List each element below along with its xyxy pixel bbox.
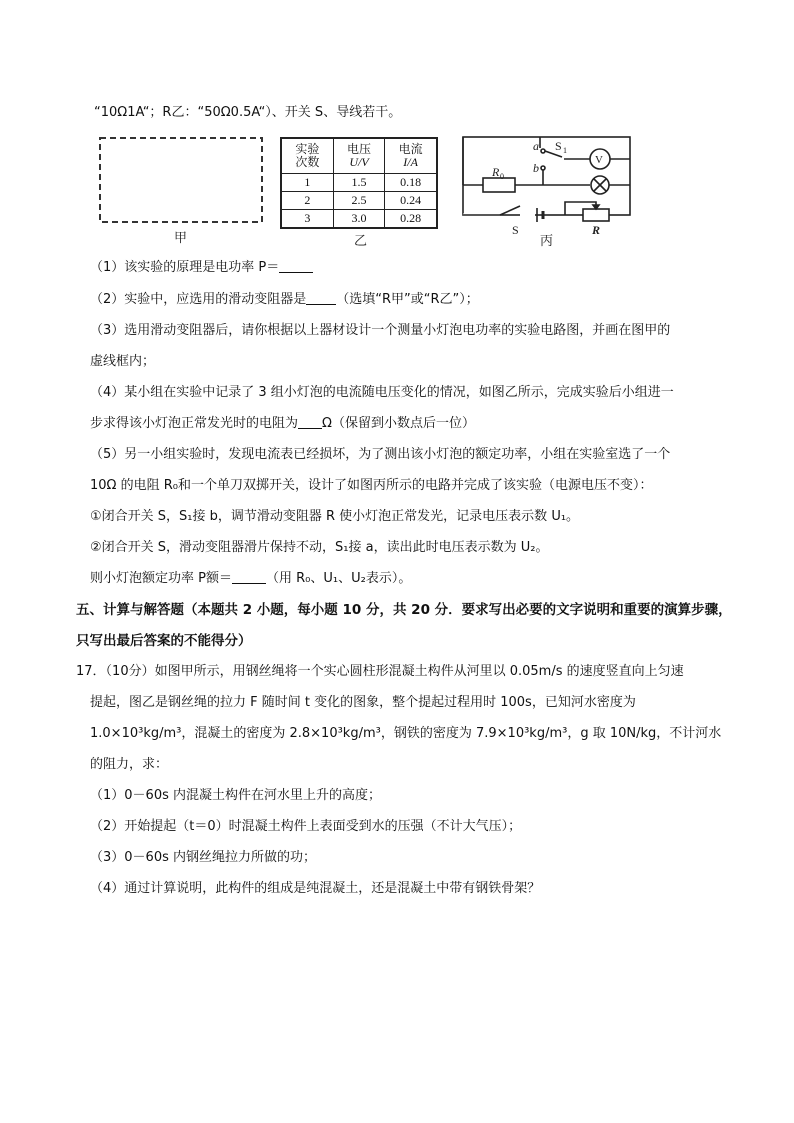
question-4-line2: 步求得该小灯泡正常发光时的电阻为 Ω（保留到小数点后一位） [90, 416, 475, 431]
data-table [280, 137, 438, 229]
node-b-terminal [541, 166, 545, 170]
caption-yi: 乙 [354, 234, 368, 249]
label-a: a [533, 139, 539, 153]
label-s1: S [555, 139, 562, 153]
question-5-step1: ①闭合开关 S，S₁接 b，调节滑动变阻器 R 使小灯泡正常发光，记录电压表示数 U₁。 [90, 509, 580, 524]
answer-blank[interactable] [306, 290, 336, 305]
caption-jia: 甲 [174, 231, 188, 246]
q17-sub4: （4）通过计算说明，此构件的组成是纯混凝土，还是混凝土中带有钢铁骨架？ [90, 881, 541, 896]
label-b: b [533, 161, 539, 175]
table-header-trial: 实验 次数 [281, 138, 333, 174]
question-2: （2）实验中，应选用的滑动变阻器是 （选填“R甲”或“R乙”）； [90, 292, 479, 307]
node-a-terminal [541, 149, 545, 153]
label-r0-sub: 0 [500, 172, 504, 181]
label-v: V [595, 154, 603, 166]
label-rheostat: R [592, 223, 601, 237]
question-4-line1: （4）某小组在实验中记录了 3 组小灯泡的电流随电压变化的情况，如图乙所示，完成实验后小组进一 [90, 385, 674, 400]
label-s: S [512, 223, 519, 237]
caption-bing: 丙 [540, 234, 554, 249]
question-5-line2: 10Ω 的电阻 R₀和一个单刀双掷开关，设计了如图丙所示的电路并完成了该实验（电源电压不变）： [90, 478, 653, 493]
q17-sub2: （2）开始提起（t＝0）时混凝土构件上表面受到水的压强（不计大气压）； [90, 819, 522, 834]
rheostat-symbol [583, 209, 609, 221]
question-1: （1）该实验的原理是电功率 P＝ [90, 258, 313, 278]
question-5-step2: ②闭合开关 S，滑动变阻器滑片保持不动，S₁接 a，读出此时电压表示数为 U₂。 [90, 540, 549, 555]
table-header-current: 电流 I/A [385, 138, 437, 174]
resistor-r0-symbol [483, 178, 515, 192]
q17-sub3: （3）0－60s 内钢丝绳拉力所做的功； [90, 850, 316, 865]
label-r0: R [492, 165, 500, 179]
q17-sub1: （1）0－60s 内混凝土构件在河水里上升的高度； [90, 788, 381, 803]
question-3-line1: （3）选用滑动变阻器后，请你根据以上器材设计一个测量小灯泡电功率的实验电路图，并画在图甲的 [90, 323, 671, 338]
answer-blank[interactable] [298, 414, 322, 429]
section5-title-line2: 只写出最后答案的不能得分） [76, 633, 252, 649]
question-3-line2: 虚线框内； [90, 354, 156, 369]
circuit-frame [463, 137, 630, 215]
header-line: “10Ω1A“；R乙：“50Ω0.5A“）、开关 S、导线若干。 [94, 105, 402, 120]
table-row: 1 1.5 0.18 [281, 174, 437, 192]
answer-blank[interactable] [232, 569, 266, 584]
table-header-voltage: 电压 U/V [333, 138, 384, 174]
table-row: 3 3.0 0.28 [281, 210, 437, 229]
circuit-diagram [463, 137, 630, 222]
q17-line4: 的阻力，求： [90, 757, 169, 772]
table-row: 2 2.5 0.24 [281, 192, 437, 210]
section5-title-line1: 五、计算与解答题（本题共 2 小题，每小题 10 分，共 20 分．要求写出必要的文字说明和重要的演算步骤， [76, 602, 732, 618]
jia-dashed-box [100, 138, 262, 222]
switch-s-blade [500, 206, 520, 215]
question-5-line3: 则小灯泡额定功率 P额＝ （用 R₀、U₁、U₂表示）。 [90, 571, 412, 586]
label-s1-sub: 1 [563, 146, 567, 155]
answer-blank[interactable] [279, 258, 313, 273]
q17-line3: 1.0×10³kg/m³，混凝土的密度为 2.8×10³kg/m³，钢铁的密度为 7.9×10³kg/m³，g 取 10N/kg，不计河水 [90, 726, 722, 741]
question-5-line1: （5）另一小组实验时，发现电流表已经损坏，为了测出该小灯泡的额定功率，小组在实验室选了一个 [90, 447, 671, 462]
q17-line2: 提起，图乙是钢丝绳的拉力 F 随时间 t 变化的图象，整个提起过程用时 100s，已知河水密度为 [90, 695, 636, 710]
q17-line1: 17．（10分）如图甲所示，用钢丝绳将一个实心圆柱形混凝土构件从河里以 0.05m/s 的速度竖直向上匀速 [76, 664, 684, 679]
